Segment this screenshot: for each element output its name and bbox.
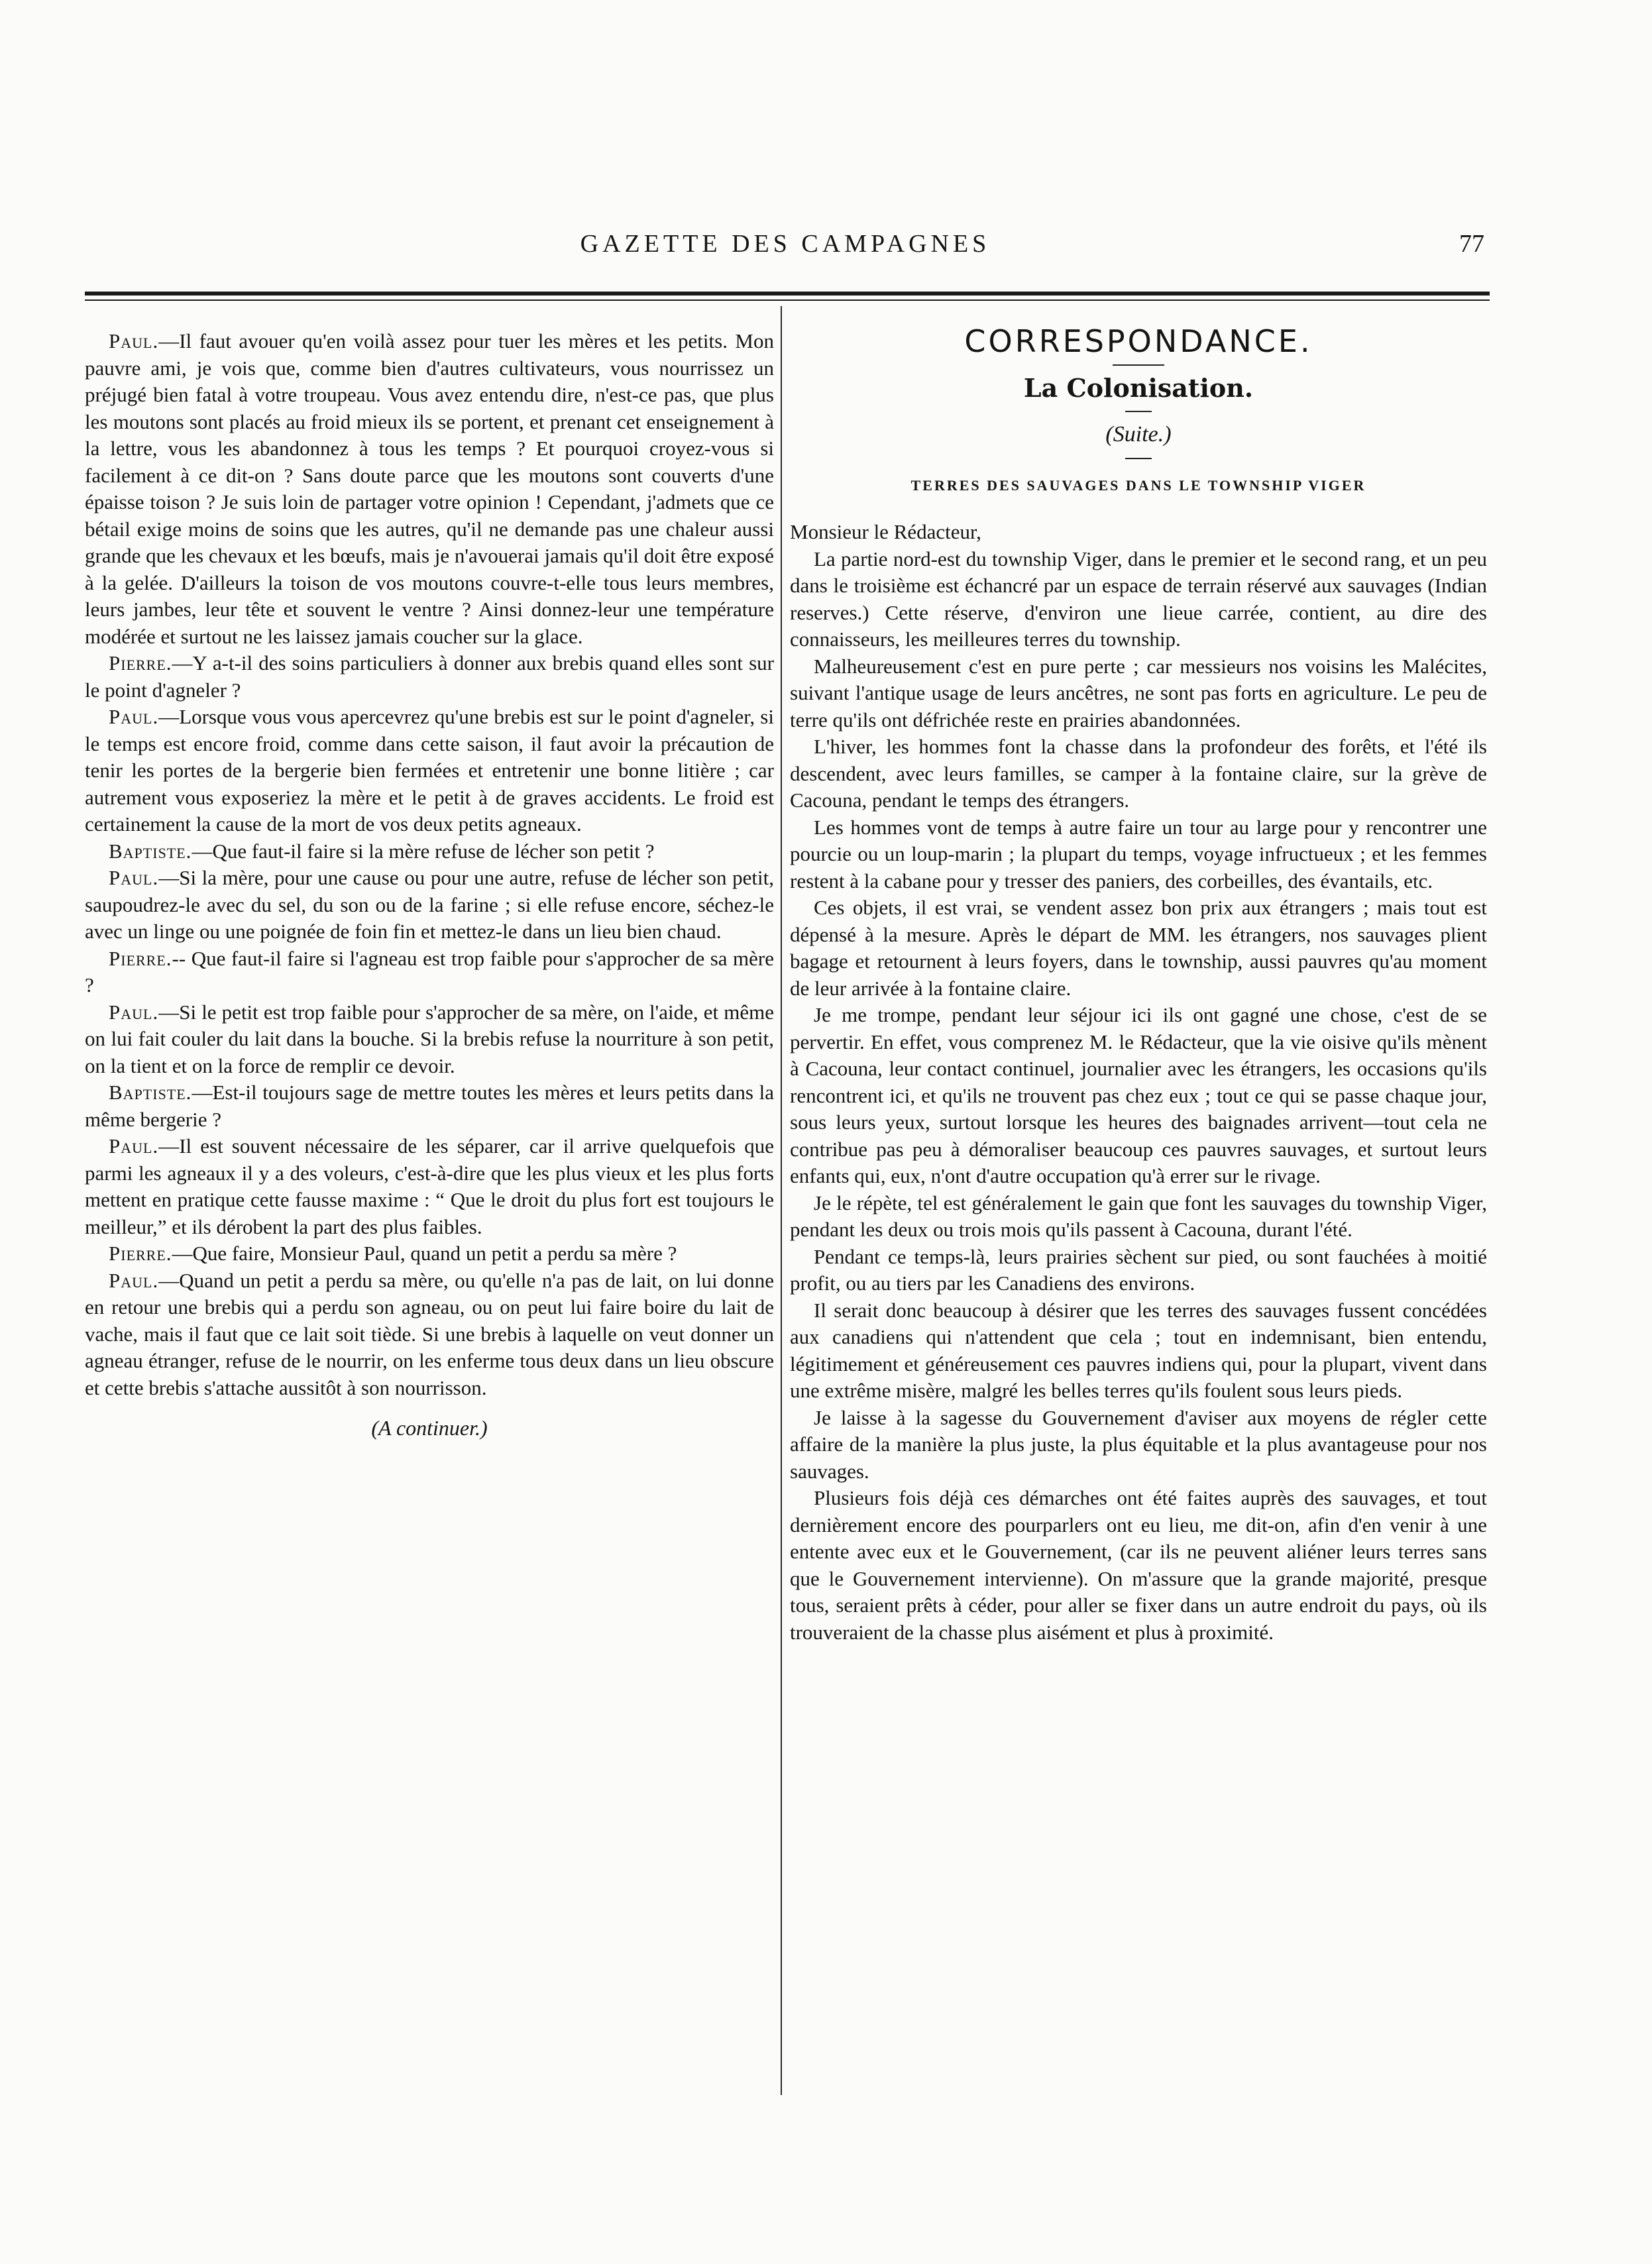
speaker-name: Paul. (109, 1000, 159, 1024)
separator-dash (1125, 411, 1152, 412)
article-paragraph: Je me trompe, pendant leur séjour ici ils ont gagné une chose, c'est de se pervertir. En effet, vous comprenez M. le Rédacteur, que la vie oisive qu'ils mènent à Cacouna, leur contact continuel, journalier avec les étrangers, les occasions qu'ils rencontrent ici, et qu'ils ne trouvent pas chez eux ; tout ce qui se passe chaque jour, sous leurs yeux, surtout lorsque les heures des baignades arrivent—tout cela ne contribue pas peu à démoraliser beaucoup ces pauvres sauvages, et surtout leurs enfants qui, eux, n'ont d'autre occupation qu'à errer sur le rivage. (790, 1003, 1487, 1187)
article-paragraph: Ces objets, il est vrai, se vendent assez bon prix aux étrangers ; mais tout est dépensé à la mesure. Après le départ de MM. les étrangers, nos sauvages plient bagage et retournent à leurs foyers, dans le township, aussi pauvres qu'au moment de leur arrivée à la fontaine claire. (790, 896, 1487, 1000)
speaker-name: Pierre. (109, 1242, 172, 1265)
speaker-name: Baptiste. (109, 839, 192, 863)
dialogue-text: —Il est souvent nécessaire de les séparer, car il arrive quelquefois que parmi les agneaux il y a des voleurs, c'est-à-dire que les plus vieux et les plus forts mettent en pratique cette fausse maxime : “ Que le droit du plus fort est toujours le meilleur,” et ils dérobent la part des plus faibles. (85, 1134, 774, 1238)
dialogue-text: —Lorsque vous vous apercevrez qu'une brebis est sur le point d'agneler, si le temps est encore froid, comme dans cette saison, il faut avoir la précaution de tenir les portes de la bergerie bien fermées et entretenir une bonne litière ; car autrement vous exposeriez la mère et le petit à de graves accidents. Le froid est certainement la cause de la mort de vos deux petits agneaux. (85, 705, 774, 836)
dialogue-paragraph (85, 1079, 774, 1133)
newspaper-title: GAZETTE DES CAMPAGNES (580, 230, 991, 258)
dialogue-text: —Il faut avouer qu'en voilà assez pour tuer les mères et les petits. Mon pauvre ami, je vois que, comme bien d'autres cultivateurs, vous nourrissez un préjugé bien fatal à votre troupeau. Vous avez entendu dire, n'est-ce pas, que plus les moutons sont placés au froid mieux ils se portent, et prenant cet enseignement à la lettre, vous les abandonnez à tous les temps ? Et pourquoi croyez-vous si facilement à ce dit-on ? Sans doute parce que les moutons sont couverts d'une épaisse toison ? Je suis loin de partager votre opinion ! Cependant, j'admets que ce bétail exige moins de soins que les autres, qu'il ne demande pas une chaleur aussi grande que les chevaux et les bœufs, mais je n'avouerai jamais qu'il doit être exposé à la gelée. D'ailleurs la toison de vos moutons couvre-t-elle tous leurs membres, leurs jambes, leur tête et souvent le ventre ? Ainsi donnez-leur une température modérée et surtout ne les laissez jamais coucher sur la glace. (85, 329, 774, 648)
dialogue-text: —Quand un petit a perdu sa mère, ou qu'elle n'a pas de lait, on lui donne en retour une brebis qui a perdu son agneau, ou on peut lui faire boire du lait de vache, mais il faut que ce lait soit tiède. Si une brebis à laquelle on veut donner un agneau étranger, refuse de le nourrir, on les enferme tous deux dans un lieu obscure et cette brebis s'attache aussitôt à son nourrisson. (85, 1268, 774, 1399)
article-paragraph: Je le répète, tel est généralement le gain que font les sauvages du township Viger, pendant les deux ou trois mois qu'ils passent à Cacouna, durant l'été. (790, 1191, 1487, 1241)
article-paragraph: Les hommes vont de temps à autre faire un tour au large pour y rencontrer une pourcie ou un loup-marin ; la plupart du temps, voyage infructueux ; et les femmes restent à la cabane pour y tresser des paniers, des corbeilles, des évantails, etc. (790, 815, 1487, 892)
article-paragraph: La partie nord-est du township Viger, dans le premier et le second rang, et un peu dans le troisième est échancré par un espace de terrain réservé aux sauvages (Indian reserves.) Cette réserve, d'environ une lieue carrée, contient, au dire des connaisseurs, les meilleures terres du township. (790, 547, 1487, 651)
salutation: Monsieur le Rédacteur, (790, 520, 981, 543)
speaker-name: Pierre. (109, 946, 172, 970)
dialogue-text: —Que faut-il faire si la mère refuse de lécher son petit ? (192, 839, 655, 863)
dialogue-text: —Si la mère, pour une cause ou pour une autre, refuse de lécher son petit, saupoudrez-le avec du sel, du son ou de la farine ; si elle refuse encore, séchez-le avec un linge ou une poignée de foin fin et mettez-le dans un lieu bien chaud. (85, 866, 774, 943)
dialogue-paragraph (85, 704, 774, 838)
article-paragraph: Il serait donc beaucoup à désirer que les terres des sauvages fussent concédées aux canadiens qui n'attendent que cela ; tout en indemnisant, bien entendu, légitimement et généreusement ces pauvres indiens qui, pour la plupart, vivent dans une extrême misère, malgré les belles terres qu'ils foulent sous leurs pieds. (790, 1298, 1487, 1402)
article-paragraph: Plusieurs fois déjà ces démarches ont été faites auprès des sauvages, et tout dernièrement encore des pourparlers ont eu lieu, me dit-on, afin d'en venir à une entente avec eux et le Gouvernement, (car ils ne peuvent aliéner leurs terres sans que le Gouvernement intervienne). On m'assure que la grande majorité, presque tous, seraient prêts à céder, pour aller se fixer dans un autre endroit du pays, où ils trouveraient de la chasse plus aisément et plus à proximité. (790, 1486, 1487, 1644)
speaker-name: Baptiste. (109, 1081, 192, 1104)
speaker-name: Paul. (109, 1134, 159, 1158)
article-paragraph: Pendant ce temps-là, leurs prairies sèchent sur pied, ou sont fauchées à moitié profit, ou au tiers par les Canadiens des environs. (790, 1244, 1487, 1295)
column-divider (781, 306, 782, 2095)
dialogue-text: —Que faire, Monsieur Paul, quand un petit a perdu sa mère ? (172, 1242, 677, 1265)
dialogue-paragraph (85, 945, 774, 999)
dialogue-paragraph (85, 650, 774, 704)
dialogue-paragraph (85, 838, 774, 865)
dialogue-paragraph (85, 1133, 774, 1240)
speaker-name: Paul. (109, 705, 159, 728)
article-subheading: TERRES DES SAUVAGES DANS LE TOWNSHIP VIGER (910, 476, 1366, 494)
continuation-note: (A continuer.) (371, 1416, 488, 1440)
dialogue-text: —Y a-t-il des soins particuliers à donner aux brebis quand elles sont sur le point d'agneler ? (85, 651, 774, 702)
dialogue-paragraph (85, 865, 774, 945)
dialogue-paragraph (85, 1240, 774, 1267)
dialogue-paragraph (85, 999, 774, 1080)
page-number: 77 (1459, 230, 1484, 258)
dialogue-text: —Si le petit est trop faible pour s'approcher de sa mère, on l'aide, et même on lui fait couler du lait dans la bouche. Si la brebis refuse la nourriture à son petit, on la tient et on la force de remplir ce devoir. (85, 1000, 774, 1077)
article-paragraph: L'hiver, les hommes font la chasse dans la profondeur des forêts, et l'été ils descendent, avec leurs familles, se camper à la fontaine claire, sur la grève de Cacouna, pendant le temps des étrangers. (790, 735, 1487, 812)
section-title: CORRESPONDANCE. (964, 323, 1313, 359)
left-column (85, 328, 774, 1442)
separator-dash (1113, 364, 1164, 366)
suite-label: (Suite.) (1105, 422, 1172, 447)
header-rule-thick (85, 292, 1490, 296)
page-header (80, 225, 1491, 272)
article-paragraph: Je laisse à la sagesse du Gouvernement d'aviser aux moyens de régler cette affaire de la manière la plus juste, la plus équitable et la plus avantageuse pour nos sauvages. (790, 1405, 1487, 1483)
dialogue-paragraph (85, 328, 774, 650)
speaker-name: Paul. (109, 866, 159, 889)
dialogue-paragraph (85, 1267, 774, 1402)
speaker-name: Pierre. (109, 651, 172, 674)
speaker-name: Paul. (109, 329, 159, 352)
speaker-name: Paul. (109, 1268, 159, 1292)
separator-dash (1125, 458, 1152, 459)
article-title: La Colonisation. (1023, 372, 1254, 403)
dialogue-text: —Est-il toujours sage de mettre toutes les mères et leurs petits dans la même bergerie ? (85, 1081, 774, 1131)
article-paragraph: Malheureusement c'est en pure perte ; car messieurs nos voisins les Malécites, suivant l'antique usage de leurs ancêtres, ne sont pas forts en agriculture. Le peu de terre qu'ils ont défrichée reste en prairies abandonnées. (790, 654, 1487, 731)
right-column (790, 323, 1487, 1646)
header-rule-thin (85, 299, 1490, 301)
dialogue-text: -- Que faut-il faire si l'agneau est trop faible pour s'approcher de sa mère ? (85, 946, 774, 997)
